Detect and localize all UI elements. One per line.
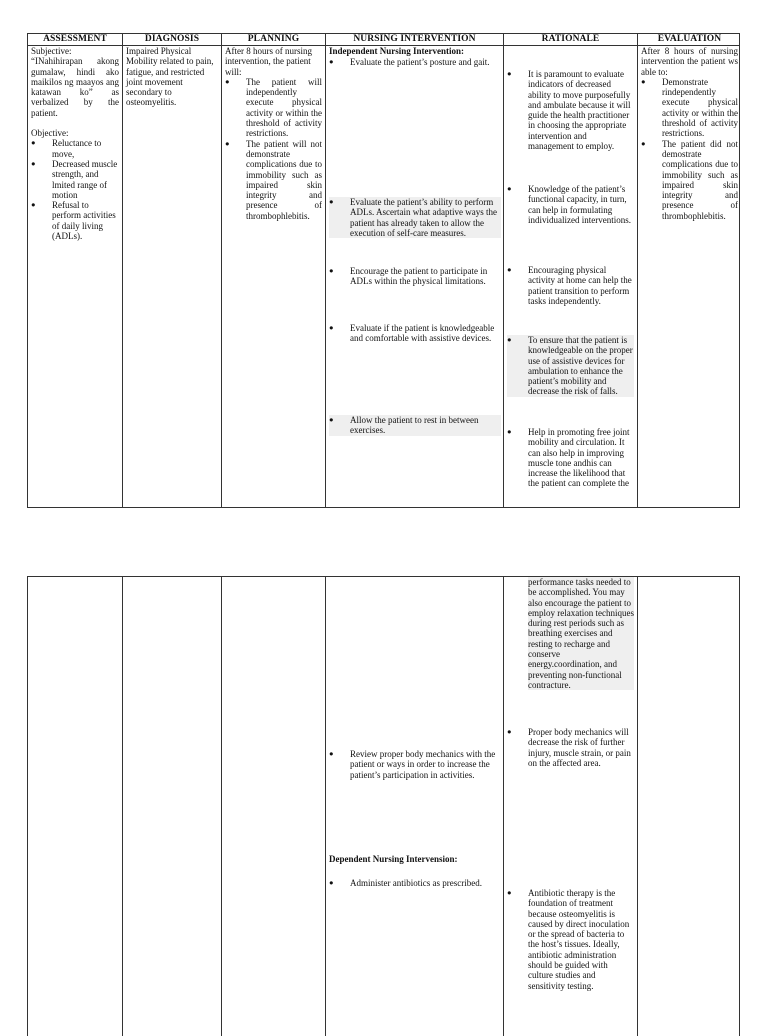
rationale-item: ● It is paramount to evaluate indicators of decreased ability to move purposefully and ambulate because it will guide the health practitioner in choosing the appropriate intervention and management to employ. (507, 69, 634, 151)
intervention-item: ● Review proper body mechanics with the patient or ways in order to increase the patient’s participation in activities. (329, 749, 501, 780)
column-divider (221, 34, 222, 507)
planning-cell (225, 46, 322, 221)
list-item: ● The patient will not demonstrate complications due to immobility such as impaired skin integrity and presence of thrombophlebitis. (225, 139, 322, 221)
column-divider (325, 577, 326, 1036)
objective-label: Objective: (31, 128, 69, 139)
column-divider (637, 577, 638, 1036)
column-divider (221, 577, 222, 1036)
rationale-item: ● Encouraging physical activity at home can help the patient transition to perform tasks independently. (507, 265, 634, 306)
dependent-intervention-heading: Dependent Nursing Intervension: (329, 854, 458, 864)
list-item: ● Reluctance to move, (31, 138, 119, 159)
column-divider (637, 34, 638, 507)
care-plan-table-page-1 (27, 33, 740, 508)
column-divider (503, 34, 504, 507)
rationale-item: ● Knowledge of the patient’s functional capacity, in turn, can help in formulating individualized interventions. (507, 184, 634, 225)
rationale-item: ● Proper body mechanics will decrease the risk of further injury, muscle strain, or pain on the affected area. (507, 727, 634, 768)
subjective-text: “INahihirapan akong gumalaw, hindi ako maikilos ng maayos ang katawan ko” as verbalized by the patient. (31, 56, 119, 118)
evaluation-list (641, 77, 738, 221)
header-evaluation: EVALUATION (657, 34, 722, 44)
list-item: ● The patient will independently execute physical activity or within the threshold of activity restrictions. (225, 77, 322, 139)
column-divider (503, 577, 504, 1036)
column-divider (122, 577, 123, 1036)
list-item: ● Decreased muscle strength, and lmited range of motion (31, 159, 119, 200)
column-divider (122, 34, 123, 507)
intervention-item: ● Encourage the patient to participate in ADLs within the physical limitations. (329, 266, 501, 287)
intervention-item: ● Evaluate if the patient is knowledgeable and comfortable with assistive devices. (329, 323, 501, 344)
header-assessment: ASSESSMENT (43, 34, 107, 44)
objective-list (31, 138, 119, 241)
list-item: ● Demonstrate rindependently execute physical activity or within the threshold of activity restrictions. (641, 77, 738, 139)
header-diagnosis: DIAGNOSIS (144, 34, 200, 44)
table-header-row (28, 34, 739, 46)
evaluation-cell (641, 46, 738, 221)
column-divider (325, 34, 326, 507)
rationale-continuation: performance tasks needed to be accomplished. You may also encourage the patient to employ relaxation techniques during rest periods such as breathing exercises and resting to recharge and conserve energy.coordination, and preventing non-functional contracture. (528, 577, 634, 690)
rationale-item: ● Antibiotic therapy is the foundation of treatment because osteomyelitis is caused by direct inoculation or the spread of bacteria to the host’s tissues. Ideally, antibiotic administration should be guided with culture studies and sensitivity testing. (507, 888, 634, 991)
rationale-item: ● To ensure that the patient is knowledgeable on the proper use of assistive devices for ambulation to enhance the patient’s mobility and decrease the risk of falls. (507, 335, 634, 397)
diagnosis-cell: Impaired Physical Mobility related to pain, fatigue, and restricted joint movement secondary to osteomyelitis. (126, 46, 214, 108)
rationale-item: ● Help in promoting free joint mobility and circulation. It can also help in improving muscle tone andhis can increase the likelihood that the patient can complete the (507, 427, 634, 489)
intervention-item: ● Administer antibiotics as prescribed. (329, 878, 501, 888)
intervention-item: ● Evaluate the patient’s ability to perform ADLs. Ascertain what adaptive ways the patient has already taken to allow the execution of self-care measures. (329, 197, 501, 238)
header-nursing-intervention: NURSING INTERVENTION (353, 34, 476, 44)
list-item: ● Refusal to perform activities of daily living (ADLs). (31, 200, 119, 241)
subjective-label: Subjective: (31, 46, 72, 56)
list-item: ● The patient did not demostrate complications due to immobility such as impaired skin integrity and presence of thrombophlebitis. (641, 139, 738, 221)
intervention-item: ● Evaluate the patient’s posture and gait. (329, 57, 501, 67)
assessment-cell (31, 46, 119, 241)
planning-goals-list (225, 77, 322, 221)
care-plan-table-page-2 (27, 576, 740, 1036)
header-planning: PLANNING (247, 34, 300, 44)
planning-intro: After 8 hours of nursing intervention, the patient will: (225, 46, 312, 77)
evaluation-intro: After 8 hours of nursing intervention the patient ws able to: (641, 46, 738, 77)
intervention-item: ● Allow the patient to rest in between exercises. (329, 415, 501, 436)
header-rationale: RATIONALE (541, 34, 600, 44)
independent-intervention-heading: Independent Nursing Intervention: (329, 46, 465, 56)
